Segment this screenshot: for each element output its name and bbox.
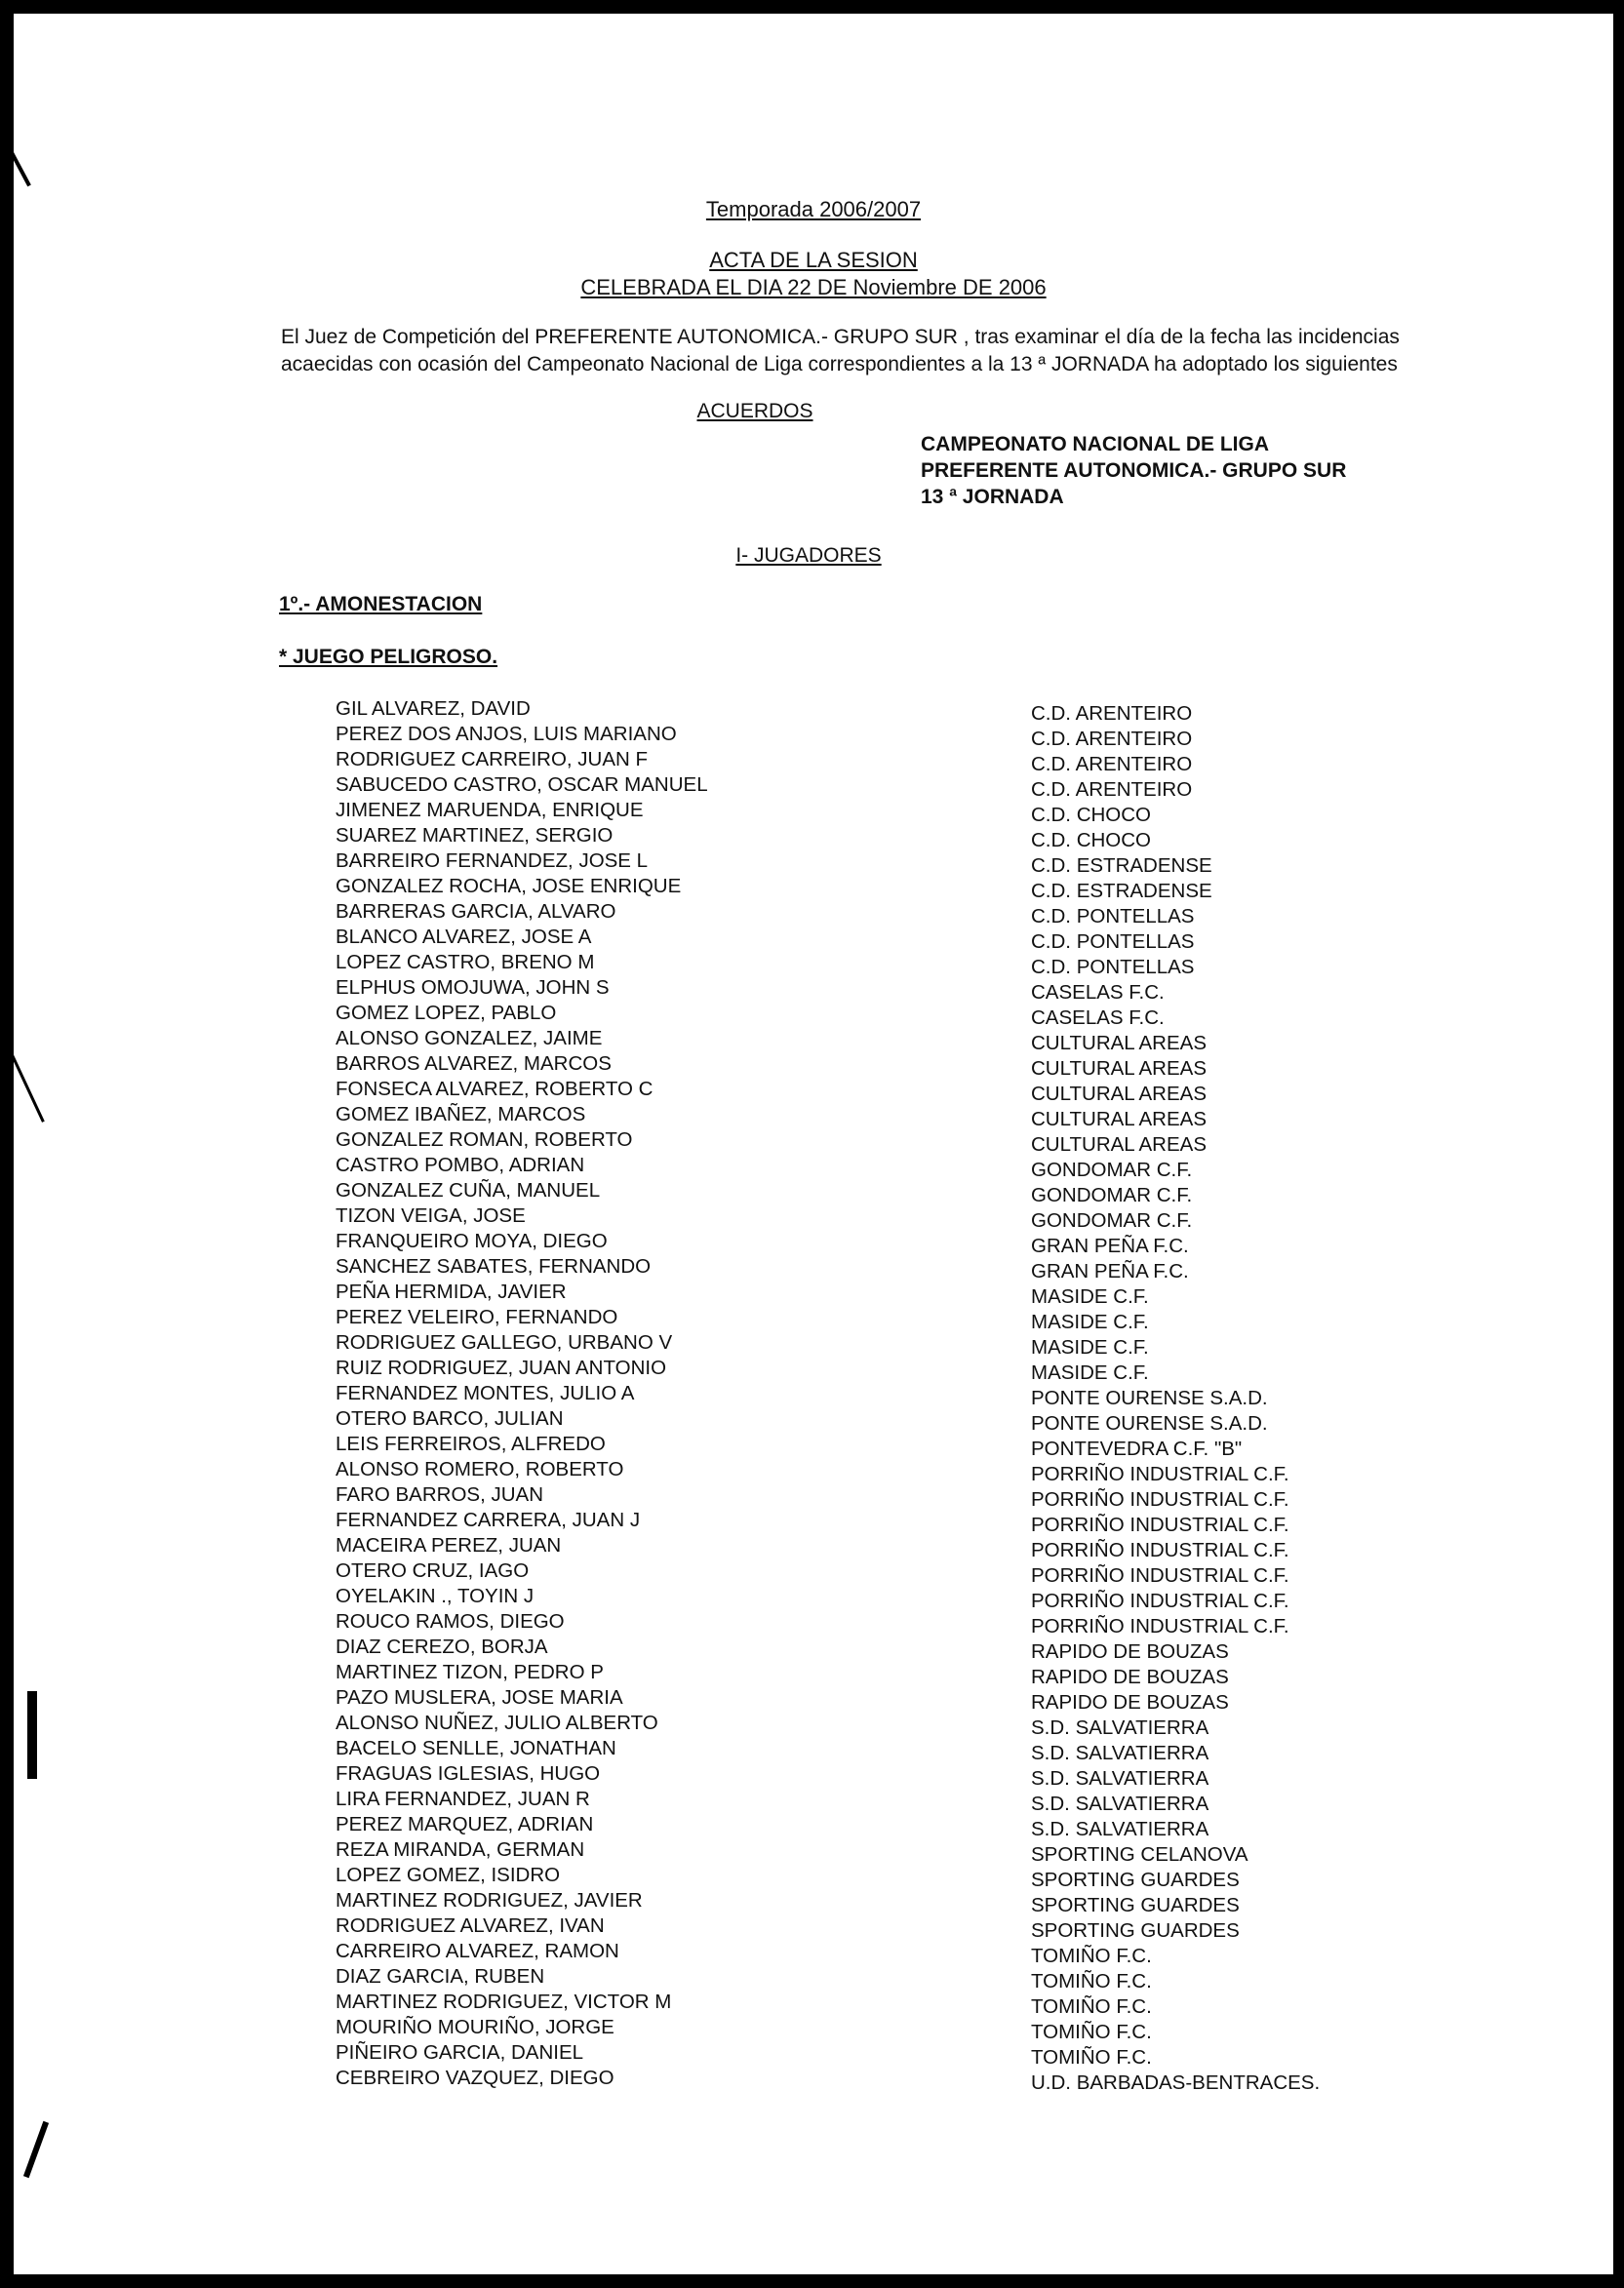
subsection-title: 1º.- AMONESTACION <box>279 593 483 615</box>
player-name: RODRIGUEZ CARREIRO, JUAN F <box>336 748 649 770</box>
list-item <box>336 772 1408 801</box>
player-name: PEREZ DOS ANJOS, LUIS MARIANO <box>336 723 677 745</box>
list-item <box>336 1254 1408 1280</box>
player-club: PONTE OURENSE S.A.D. <box>1031 1387 1268 1409</box>
player-club: PORRIÑO INDUSTRIAL C.F. <box>1031 1514 1289 1536</box>
player-name: OTERO BARCO, JULIAN <box>336 1407 564 1430</box>
list-item <box>336 1457 1408 1485</box>
player-name: FERNANDEZ CARRERA, JUAN J <box>336 1509 641 1531</box>
player-list <box>336 696 1408 2094</box>
intro-paragraph: El Juez de Competición del PREFERENTE AUTONOMICA.- GRUPO SUR , tras examinar el día de la fecha las incidencias acaecidas con ocasión del Campeonato Nacional de Liga correspondientes a la 13 ª JORNADA ha adoptado los siguientes <box>281 326 1400 375</box>
player-name: FARO BARROS, JUAN <box>336 1483 544 1506</box>
list-item <box>336 1381 1408 1409</box>
list-item <box>336 1001 1408 1029</box>
list-item <box>336 1888 1408 1916</box>
list-item <box>336 1812 1408 1840</box>
player-name: REZA MIRANDA, GERMAN <box>336 1838 585 1861</box>
player-name: LOPEZ GOMEZ, ISIDRO <box>336 1864 561 1886</box>
player-club: SPORTING GUARDES <box>1031 1919 1240 1942</box>
list-item <box>336 2015 1408 2043</box>
player-club: S.D. SALVATIERRA <box>1031 1793 1209 1815</box>
player-name: GONZALEZ ROMAN, ROBERTO <box>336 1128 633 1151</box>
list-item <box>336 1203 1408 1232</box>
list-item <box>336 1280 1408 1308</box>
player-club: C.D. PONTELLAS <box>1031 930 1195 953</box>
list-item <box>336 1863 1408 1891</box>
list-item <box>336 950 1408 978</box>
scan-mark <box>14 134 31 187</box>
player-name: RODRIGUEZ GALLEGO, URBANO V <box>336 1331 673 1354</box>
player-name: PIÑEIRO GARCIA, DANIEL <box>336 2041 584 2064</box>
list-item <box>336 1761 1408 1790</box>
list-item <box>336 1685 1408 1714</box>
player-name: GONZALEZ CUÑA, MANUEL <box>336 1179 601 1202</box>
player-name: ROUCO RAMOS, DIEGO <box>336 1610 565 1633</box>
player-club: C.D. PONTELLAS <box>1031 905 1195 927</box>
player-name: PEREZ VELEIRO, FERNANDO <box>336 1306 618 1328</box>
player-club: GONDOMAR C.F. <box>1031 1209 1193 1232</box>
player-name: MACEIRA PEREZ, JUAN <box>336 1534 562 1557</box>
player-club: S.D. SALVATIERRA <box>1031 1767 1209 1790</box>
player-club: SPORTING CELANOVA <box>1031 1843 1248 1866</box>
list-item <box>336 1609 1408 1635</box>
player-name: DIAZ CEREZO, BORJA <box>336 1636 548 1658</box>
player-name: ALONSO NUÑEZ, JULIO ALBERTO <box>336 1712 658 1734</box>
list-item <box>336 1178 1408 1206</box>
list-item <box>336 1711 1408 1739</box>
player-club: MASIDE C.F. <box>1031 1285 1149 1308</box>
player-club: TOMIÑO F.C. <box>1031 1970 1152 1992</box>
player-club: RAPIDO DE BOUZAS <box>1031 1691 1229 1714</box>
list-item <box>336 1406 1408 1435</box>
player-club: TOMIÑO F.C. <box>1031 2046 1152 2069</box>
player-club: C.D. ESTRADENSE <box>1031 854 1212 877</box>
player-name: SUAREZ MARTINEZ, SERGIO <box>336 824 614 847</box>
player-name: SABUCEDO CASTRO, OSCAR MANUEL <box>336 773 708 796</box>
scan-mark <box>27 1691 37 1779</box>
list-item <box>336 874 1408 902</box>
campeonato-line: CAMPEONATO NACIONAL DE LIGA <box>921 433 1270 455</box>
player-name: TIZON VEIGA, JOSE <box>336 1204 526 1227</box>
player-club: GONDOMAR C.F. <box>1031 1184 1193 1206</box>
player-club: PORRIÑO INDUSTRIAL C.F. <box>1031 1615 1289 1637</box>
player-name: GIL ALVAREZ, DAVID <box>336 697 531 720</box>
list-item <box>336 1533 1408 1561</box>
player-club: PONTEVEDRA C.F. "B" <box>1031 1438 1243 1460</box>
player-club: U.D. BARBADAS-BENTRACES. <box>1031 2071 1321 2094</box>
player-name: RUIZ RODRIGUEZ, JUAN ANTONIO <box>336 1357 667 1379</box>
list-item <box>336 1635 1408 1663</box>
player-name: PEÑA HERMIDA, JAVIER <box>336 1281 567 1303</box>
list-item <box>336 1913 1408 1942</box>
player-club: C.D. ARENTEIRO <box>1031 702 1193 725</box>
list-item <box>336 696 1408 725</box>
player-club: TOMIÑO F.C. <box>1031 1945 1152 1967</box>
list-item <box>336 1508 1408 1536</box>
player-club: C.D. PONTELLAS <box>1031 956 1195 978</box>
list-item <box>336 1990 1408 2018</box>
player-club: CASELAS F.C. <box>1031 1006 1165 1029</box>
player-name: GOMEZ IBAÑEZ, MARCOS <box>336 1103 586 1125</box>
acta-date: CELEBRADA EL DIA 22 DE Noviembre DE 2006 <box>580 275 1047 299</box>
player-club: PORRIÑO INDUSTRIAL C.F. <box>1031 1463 1289 1485</box>
list-item <box>336 1660 1408 1688</box>
player-name: FERNANDEZ MONTES, JULIO A <box>336 1382 635 1404</box>
player-name: MARTINEZ RODRIGUEZ, JAVIER <box>336 1889 643 1912</box>
list-item <box>336 2066 1408 2094</box>
player-club: CULTURAL AREAS <box>1031 1032 1207 1054</box>
player-club: RAPIDO DE BOUZAS <box>1031 1640 1229 1663</box>
list-item <box>336 1102 1408 1130</box>
player-name: CARREIRO ALVAREZ, RAMON <box>336 1940 619 1962</box>
list-item <box>336 1432 1408 1460</box>
player-club: MASIDE C.F. <box>1031 1361 1149 1384</box>
player-club: PORRIÑO INDUSTRIAL C.F. <box>1031 1488 1289 1511</box>
section-title: I- JUGADORES <box>735 544 882 567</box>
document-page <box>14 14 1613 2274</box>
player-name: GOMEZ LOPEZ, PABLO <box>336 1002 557 1024</box>
player-name: LEIS FERREIROS, ALFREDO <box>336 1433 606 1455</box>
player-name: OTERO CRUZ, IAGO <box>336 1559 530 1582</box>
player-name: PEREZ MARQUEZ, ADRIAN <box>336 1813 594 1835</box>
player-name: LOPEZ CASTRO, BRENO M <box>336 951 595 973</box>
list-item <box>336 848 1408 877</box>
player-name: ALONSO GONZALEZ, JAIME <box>336 1027 603 1049</box>
list-item <box>336 1558 1408 1587</box>
player-club: CASELAS F.C. <box>1031 981 1165 1004</box>
list-item <box>336 925 1408 953</box>
list-item <box>336 1939 1408 1967</box>
list-item <box>336 722 1408 750</box>
player-club: C.D. CHOCO <box>1031 804 1151 826</box>
player-name: BACELO SENLLE, JONATHAN <box>336 1737 616 1759</box>
player-name: BLANCO ALVAREZ, JOSE A <box>336 926 592 948</box>
player-name: CASTRO POMBO, ADRIAN <box>336 1154 585 1176</box>
season-title: Temporada 2006/2007 <box>705 197 922 221</box>
list-item <box>336 798 1408 826</box>
player-name: OYELAKIN ., TOYIN J <box>336 1585 535 1607</box>
list-item <box>336 1964 1408 1990</box>
player-club: S.D. SALVATIERRA <box>1031 1818 1209 1840</box>
jornada-line: 13 ª JORNADA <box>921 486 1064 508</box>
acta-title: ACTA DE LA SESION <box>709 248 918 272</box>
player-club: C.D. ESTRADENSE <box>1031 880 1212 902</box>
player-name: ELPHUS OMOJUWA, JOHN S <box>336 976 610 999</box>
player-club: GRAN PEÑA F.C. <box>1031 1260 1189 1282</box>
player-club: TOMIÑO F.C. <box>1031 1995 1152 2018</box>
campeonato-block <box>921 431 1346 510</box>
player-club: S.D. SALVATIERRA <box>1031 1716 1209 1739</box>
acuerdos-heading: ACUERDOS <box>696 400 813 422</box>
list-item <box>336 1153 1408 1181</box>
player-name: MARTINEZ TIZON, PEDRO P <box>336 1661 604 1683</box>
list-item <box>336 747 1408 775</box>
player-club: CULTURAL AREAS <box>1031 1057 1207 1080</box>
list-item <box>336 1229 1408 1257</box>
player-name: FRAGUAS IGLESIAS, HUGO <box>336 1762 601 1785</box>
player-club: GONDOMAR C.F. <box>1031 1159 1193 1181</box>
player-name: SANCHEZ SABATES, FERNANDO <box>336 1255 652 1278</box>
list-item <box>336 1584 1408 1612</box>
player-name: CEBREIRO VAZQUEZ, DIEGO <box>336 2067 614 2089</box>
scan-mark <box>14 1050 45 1123</box>
list-item <box>336 1077 1408 1105</box>
player-club: MASIDE C.F. <box>1031 1311 1149 1333</box>
list-item <box>336 1482 1408 1511</box>
list-item <box>336 1736 1408 1764</box>
player-club: S.D. SALVATIERRA <box>1031 1742 1209 1764</box>
player-club: C.D. ARENTEIRO <box>1031 778 1193 801</box>
player-club: CULTURAL AREAS <box>1031 1133 1207 1156</box>
player-name: FRANQUEIRO MOYA, DIEGO <box>336 1230 608 1252</box>
player-club: PORRIÑO INDUSTRIAL C.F. <box>1031 1564 1289 1587</box>
list-item <box>336 2040 1408 2069</box>
category-title: * JUEGO PELIGROSO. <box>279 646 498 668</box>
player-name: BARRERAS GARCIA, ALVARO <box>336 900 616 923</box>
grupo-line: PREFERENTE AUTONOMICA.- GRUPO SUR <box>921 459 1347 482</box>
player-club: C.D. ARENTEIRO <box>1031 753 1193 775</box>
player-name: GONZALEZ ROCHA, JOSE ENRIQUE <box>336 875 682 897</box>
player-name: BARROS ALVAREZ, MARCOS <box>336 1052 612 1075</box>
list-item <box>336 975 1408 1004</box>
player-name: FONSECA ALVAREZ, ROBERTO C <box>336 1078 654 1100</box>
player-club: PONTE OURENSE S.A.D. <box>1031 1412 1268 1435</box>
player-name: JIMENEZ MARUENDA, ENRIQUE <box>336 799 644 821</box>
player-name: MOURIÑO MOURIÑO, JORGE <box>336 2016 614 2038</box>
player-club: GRAN PEÑA F.C. <box>1031 1235 1189 1257</box>
list-item <box>336 1837 1408 1866</box>
list-item <box>336 899 1408 925</box>
list-item <box>336 1330 1408 1359</box>
list-item <box>336 1305 1408 1333</box>
list-item <box>336 1051 1408 1080</box>
player-club: PORRIÑO INDUSTRIAL C.F. <box>1031 1539 1289 1561</box>
scan-mark <box>23 2121 49 2178</box>
player-club: TOMIÑO F.C. <box>1031 2021 1152 2043</box>
player-name: MARTINEZ RODRIGUEZ, VICTOR M <box>336 1991 672 2013</box>
player-club: PORRIÑO INDUSTRIAL C.F. <box>1031 1590 1289 1612</box>
player-name: RODRIGUEZ ALVAREZ, IVAN <box>336 1914 605 1937</box>
player-club: C.D. CHOCO <box>1031 829 1151 851</box>
player-name: BARREIRO FERNANDEZ, JOSE L <box>336 849 649 872</box>
player-name: DIAZ GARCIA, RUBEN <box>336 1965 545 1988</box>
list-item <box>336 1026 1408 1054</box>
player-club: C.D. ARENTEIRO <box>1031 728 1193 750</box>
player-name: PAZO MUSLERA, JOSE MARIA <box>336 1686 623 1709</box>
list-item <box>336 1127 1408 1156</box>
list-item <box>336 1787 1408 1815</box>
player-club: MASIDE C.F. <box>1031 1336 1149 1359</box>
list-item <box>336 1356 1408 1384</box>
player-club: CULTURAL AREAS <box>1031 1108 1207 1130</box>
player-club: RAPIDO DE BOUZAS <box>1031 1666 1229 1688</box>
player-club: SPORTING GUARDES <box>1031 1869 1240 1891</box>
player-name: LIRA FERNANDEZ, JUAN R <box>336 1788 590 1810</box>
player-club: CULTURAL AREAS <box>1031 1083 1207 1105</box>
player-club: SPORTING GUARDES <box>1031 1894 1240 1916</box>
list-item <box>336 823 1408 851</box>
player-name: ALONSO ROMERO, ROBERTO <box>336 1458 624 1480</box>
